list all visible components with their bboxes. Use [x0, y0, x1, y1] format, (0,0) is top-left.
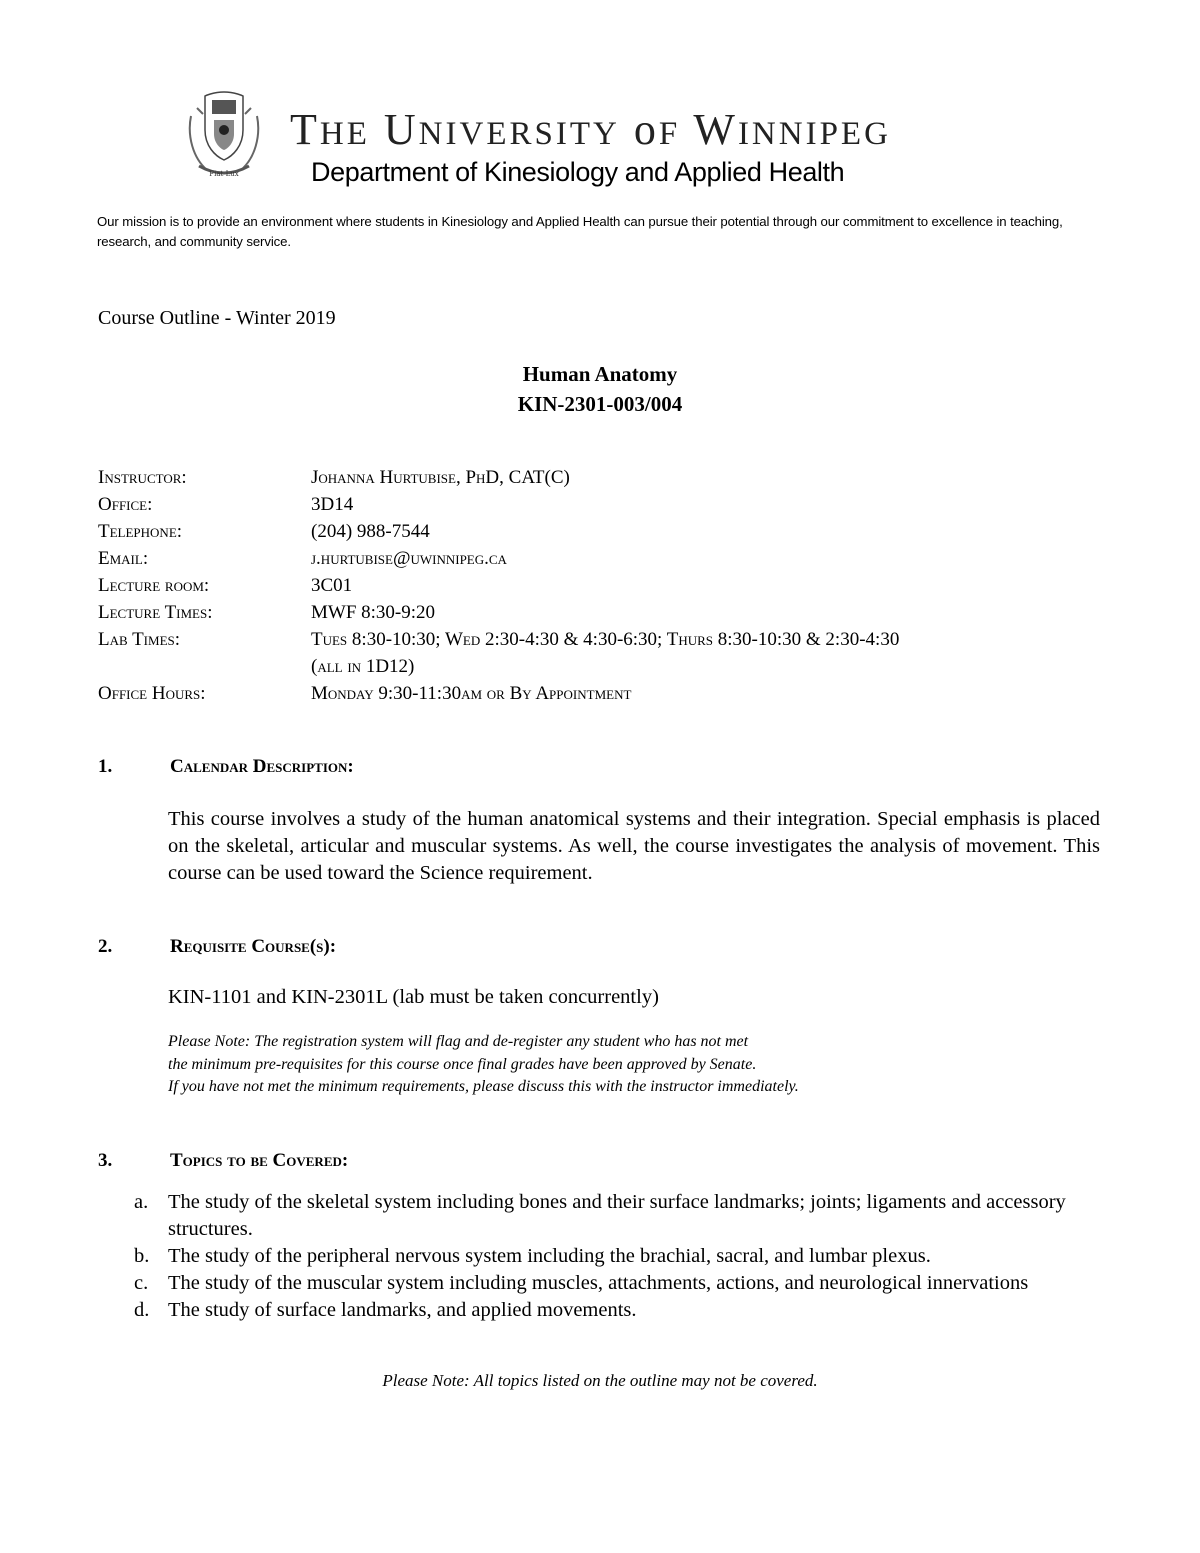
info-row-lab-times	[98, 626, 899, 653]
section-heading-requisite-courses	[98, 936, 336, 958]
info-row-instructor	[98, 464, 899, 491]
calendar-description-text: This course involves a study of the human anatomical systems and their integration. Special emphasis is placed on the skeletal, articular and muscular systems. As well, the course investigates the analysis of movement. This course can be used toward the Science requirement.	[168, 808, 1100, 884]
info-value: (204) 988-7544	[311, 521, 430, 542]
list-item	[134, 1297, 1074, 1324]
info-label: Office:	[98, 494, 153, 515]
list-item-text: The study of the skeletal system including bones and their surface landmarks; joints; ligaments and accessory structures.	[168, 1191, 1066, 1240]
note-line: the minimum pre-requisites for this course once final grades have been approved by Senate.	[168, 1055, 757, 1073]
course-title: Human Anatomy	[522, 362, 678, 386]
note-line: If you have not met the minimum requirements, please discuss this with the instructor immediately.	[168, 1078, 799, 1095]
info-row-lecture-room	[98, 572, 899, 599]
note-line: Please Note: The registration system will flag and de-register any student who has not met	[168, 1033, 749, 1050]
course-info-table	[98, 464, 899, 707]
info-row-telephone	[98, 518, 899, 545]
info-label: Instructor:	[98, 467, 187, 488]
university-name: THE UNIVERSITY oF WINNIPEG	[290, 105, 891, 154]
info-label: Lecture Times:	[98, 602, 213, 623]
list-item-text: The study of the muscular system including muscles, attachments, actions, and neurological innervations	[168, 1272, 1029, 1294]
list-item-letter: b.	[134, 1245, 150, 1267]
list-item	[134, 1243, 1074, 1270]
list-item	[134, 1189, 1074, 1243]
topics-coverage-note: Please Note: All topics listed on the outline may not be covered.	[382, 1371, 818, 1390]
section-title: Calendar Description:	[170, 756, 354, 777]
info-row-office-hours	[98, 680, 899, 707]
section-heading-calendar-description	[98, 756, 354, 778]
list-item-letter: a.	[134, 1191, 149, 1213]
info-label: Lab Times:	[98, 629, 181, 650]
section-number: 3.	[98, 1150, 113, 1171]
crest-motto: Fiat Lux	[209, 170, 239, 178]
info-row-lecture-times	[98, 599, 899, 626]
section-number: 2.	[98, 936, 113, 957]
course-code: KIN-2301-003/004	[517, 392, 683, 416]
section-heading-topics	[98, 1150, 348, 1172]
course-outline-label: Course Outline - Winter 2019	[98, 307, 336, 329]
list-item-text: The study of the peripheral nervous system including the brachial, sacral, and lumbar plexus.	[168, 1245, 931, 1267]
info-value: Johanna Hurtubise, PhD, CAT(C)	[311, 467, 570, 488]
info-label: Lecture room:	[98, 575, 210, 596]
requisite-courses-text: KIN-1101 and KIN-2301L (lab must be taken concurrently)	[168, 986, 659, 1008]
info-value: 3C01	[311, 575, 353, 596]
info-label: Email:	[98, 548, 149, 569]
info-value: MWF 8:30-9:20	[311, 602, 436, 623]
list-item-letter: d.	[134, 1299, 150, 1321]
email-link[interactable]: j.hurtubise@uwinnipeg.ca	[311, 548, 507, 569]
info-label: Office Hours:	[98, 683, 206, 704]
topics-list	[134, 1189, 1074, 1324]
list-item	[134, 1270, 1074, 1297]
info-label: Telephone:	[98, 521, 183, 542]
section-title: Topics to be Covered:	[170, 1150, 349, 1171]
info-row-office	[98, 491, 899, 518]
info-row-email	[98, 545, 899, 572]
info-value: 3D14	[311, 494, 354, 515]
info-value: (all in 1D12)	[311, 656, 415, 677]
section-number: 1.	[98, 756, 113, 777]
department-name: Department of Kinesiology and Applied Health	[311, 157, 845, 187]
mission-statement: Our mission is to provide an environment where students in Kinesiology and Applied Health can pursue their potential through our commitment to excellence in teaching, research, and community service.	[97, 214, 1063, 249]
registration-note	[168, 1031, 799, 1099]
list-item-letter: c.	[134, 1272, 149, 1294]
university-crest-logo	[183, 86, 265, 180]
info-row-lab-location	[98, 653, 899, 680]
info-value: Tues 8:30-10:30; Wed 2:30-4:30 & 4:30-6:30; Thurs 8:30-10:30 & 2:30-4:30	[311, 629, 900, 650]
list-item-text: The study of surface landmarks, and applied movements.	[168, 1299, 637, 1321]
info-label	[98, 653, 311, 680]
info-value: Monday 9:30-11:30am or By Appointment	[311, 683, 632, 704]
section-title: Requisite Course(s):	[170, 936, 337, 957]
